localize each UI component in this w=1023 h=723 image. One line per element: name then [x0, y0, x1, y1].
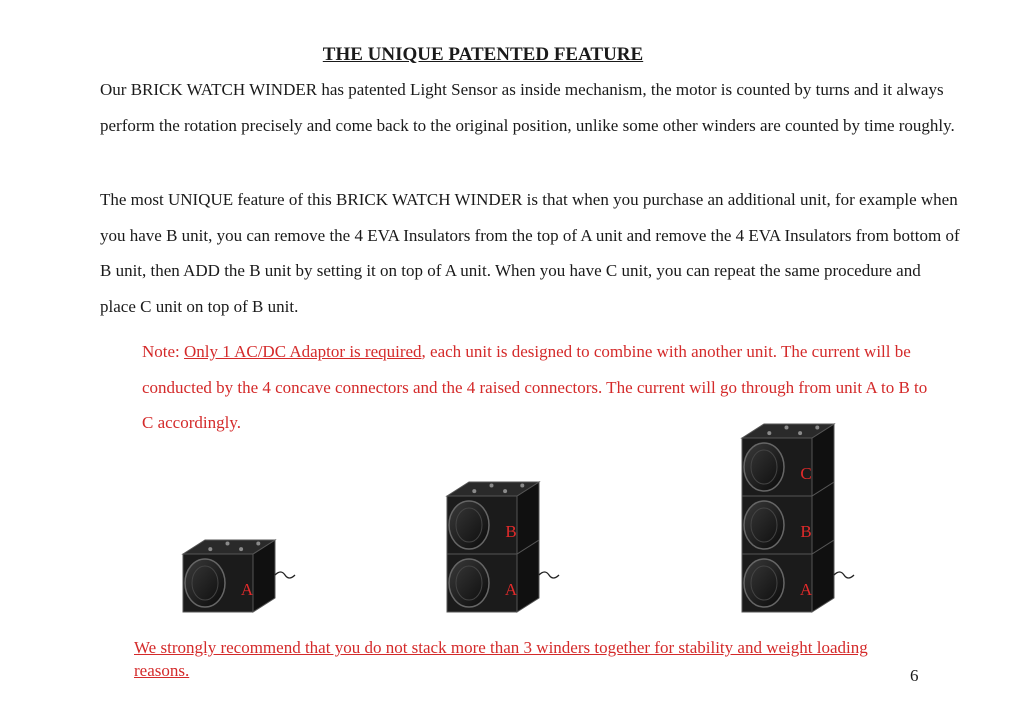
unit-label-A: A: [504, 580, 518, 599]
unit-label-A: A: [799, 580, 813, 599]
page-title: THE UNIQUE PATENTED FEATURE: [322, 44, 644, 65]
power-cord: [539, 572, 559, 578]
note-highlight: Only 1 AC/DC Adaptor is required: [184, 342, 422, 361]
power-cord: [275, 572, 295, 578]
stacking-warning: We strongly recommend that you do not stack more than 3 winders together for stability and weight loading reasons.: [134, 638, 868, 680]
winder-stack-2: [447, 482, 559, 612]
paragraph-unique-feature: The most UNIQUE feature of this BRICK WATCH WINDER is that when you purchase an additional unit, for example when you have B unit, you can remove the 4 EVA Insulators from the top of A unit and remove the 4 EVA Insulators from bottom of B unit, then ADD the B unit by setting it on top of A unit. When you have C unit, you can repeat the same procedure and place C unit on top of B unit.: [100, 190, 960, 316]
page-number: 6: [910, 666, 919, 685]
unit-label-C: C: [800, 464, 812, 483]
unit-label-A: A: [240, 580, 254, 599]
winder-stack-1: [183, 540, 295, 612]
winder-stack-3: [742, 424, 854, 612]
power-cord: [834, 572, 854, 578]
note-rest: , each unit is designed to combine with another unit. The current will be conducted by the 4 concave connectors and the 4 raised connectors. The current will go through from unit A to B to C accordingly.: [142, 342, 928, 432]
paragraph-light-sensor: Our BRICK WATCH WINDER has patented Light Sensor as inside mechanism, the motor is counted by turns and it always perform the rotation precisely and come back to the original position, unlike some other winders are counted by time roughly.: [100, 80, 955, 135]
winder-unit-C: [742, 424, 834, 496]
note-prefix: Note:: [142, 342, 185, 361]
winder-unit-B: [447, 482, 539, 554]
winder-unit-A: [183, 540, 275, 612]
unit-label-B: B: [800, 522, 812, 541]
unit-label-B: B: [505, 522, 517, 541]
